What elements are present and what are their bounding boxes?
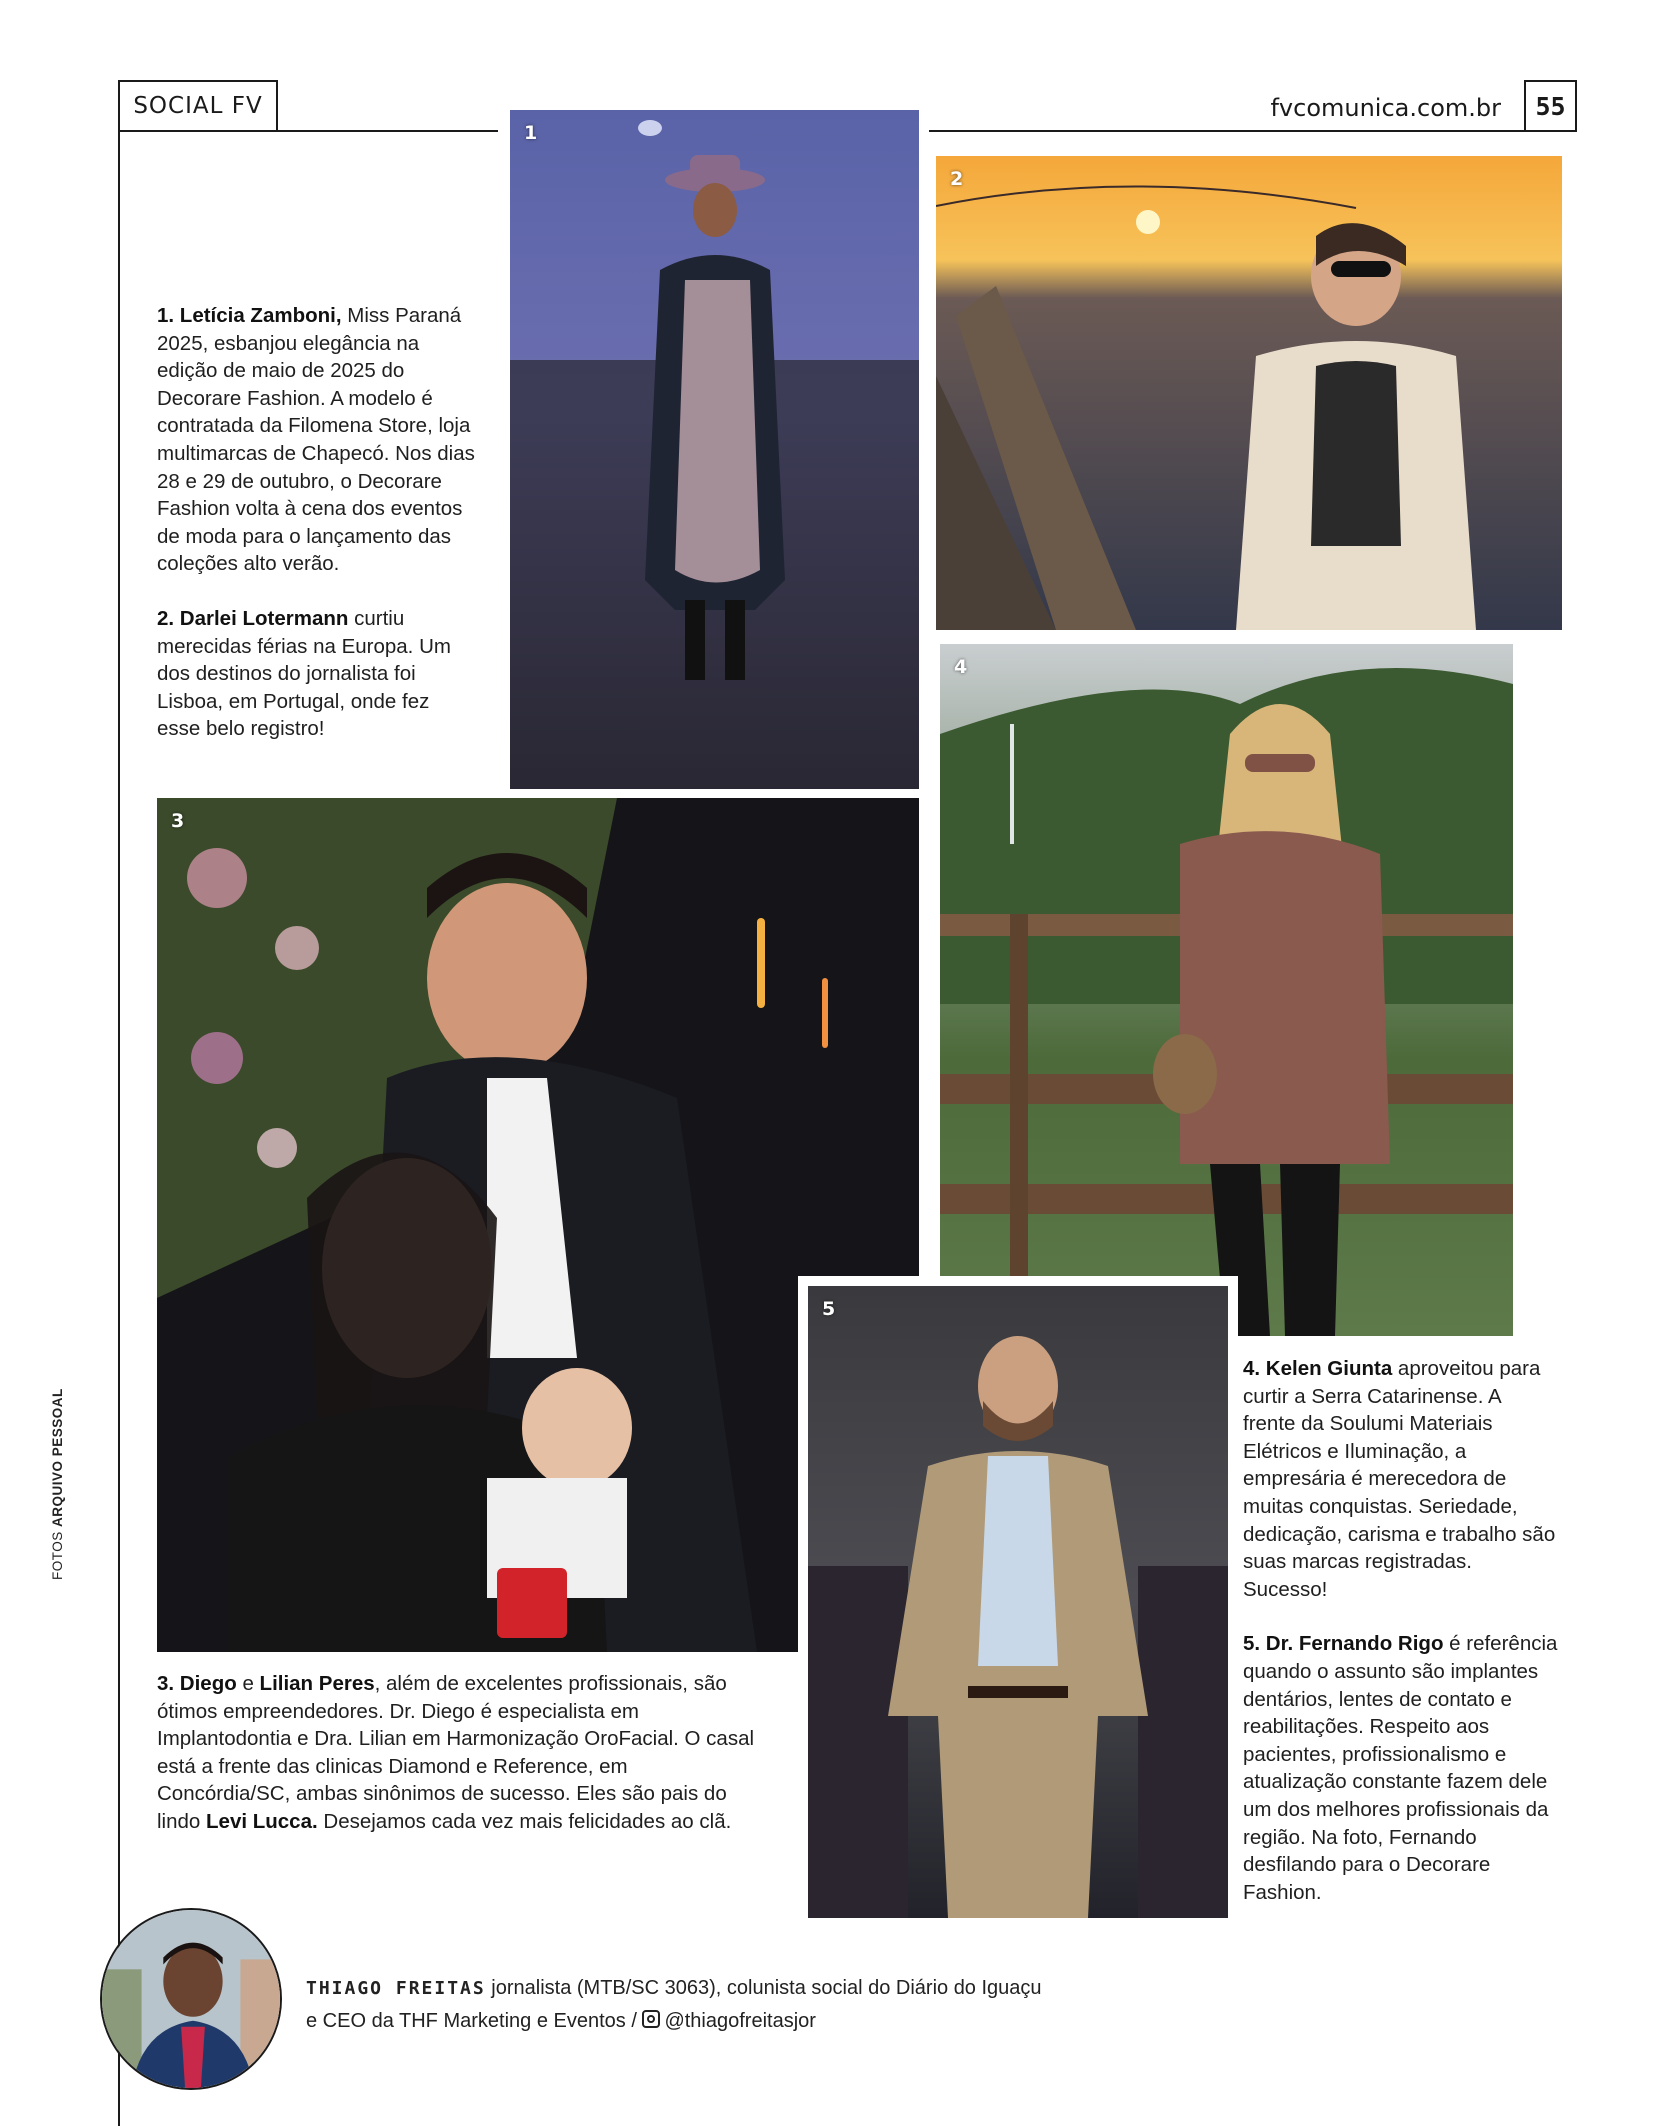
page-number: 55 xyxy=(1524,80,1577,132)
caption-4 xyxy=(1243,1355,1558,1603)
caption-4-name: 4. Kelen Giunta xyxy=(1243,1357,1393,1380)
photo-number: 2 xyxy=(950,168,964,190)
photo-credit-value: ARQUIVO PESSOAL xyxy=(50,1388,65,1527)
author-line-2-text: e CEO da THF Marketing e Eventos / xyxy=(306,2010,643,2032)
caption-1-text: Miss Paraná 2025, esbanjou elegância na edição de maio de 2025 do Decorare Fashion. A modelo é contratada da Filomena Store, loja multimarcas de Chapecó. Nos dias 28 e 29 de outubro, o Decorare Fashion volta à cena dos eventos de moda para o lançamento das coleções alto verão. xyxy=(157,304,475,576)
header-rule-left xyxy=(118,130,498,132)
caption-1 xyxy=(157,302,477,578)
caption-3-child: Levi Lucca. xyxy=(206,1809,318,1833)
author-avatar xyxy=(100,1908,282,2090)
site-url: fvcomunica.com.br xyxy=(1270,94,1501,122)
caption-5-text: é referência quando o assunto são implantes dentários, lentes de contato e reabilitações. Respeito aos pacientes, profissionalismo e atualização constante fazem dele um dos melhores profissionais da região. Na foto, Fernando desfilando para o Decorare Fashion. xyxy=(1243,1632,1558,1904)
photo-number: 5 xyxy=(822,1298,836,1320)
section-label xyxy=(118,80,278,130)
instagram-icon xyxy=(642,2010,660,2028)
author-line-2 xyxy=(306,2005,1106,2038)
photo-5-image xyxy=(808,1286,1228,1918)
header-rule-right xyxy=(925,130,1525,132)
captions-1-2 xyxy=(157,302,477,743)
author-line-1 xyxy=(306,1972,1106,2005)
section-label-text: SOCIAL FV xyxy=(133,93,263,119)
captions-4-5 xyxy=(1243,1355,1558,1906)
caption-2-text: curtiu merecidas férias na Europa. Um dos destinos do jornalista foi Lisboa, em Portugal, onde fez esse belo registro! xyxy=(157,606,451,741)
photo-fernando-rigo xyxy=(798,1276,1238,1928)
photo-leticia-zamboni xyxy=(500,100,929,799)
left-margin-rule xyxy=(118,130,120,2126)
author-name: THIAGO FREITAS xyxy=(306,1978,486,1999)
author-line-1-text: jornalista (MTB/SC 3063), colunista social do Diário do Iguaçu xyxy=(485,1977,1042,1999)
caption-3-end: Desejamos cada vez mais felicidades ao clã. xyxy=(317,1809,732,1833)
caption-3-name-a: 3. Diego xyxy=(157,1672,237,1695)
photo-kelen-giunta xyxy=(940,644,1513,1336)
caption-3 xyxy=(157,1670,757,1836)
photo-number: 3 xyxy=(171,810,185,832)
caption-3-name-b: Lilian Peres xyxy=(259,1672,375,1695)
photo-number: 1 xyxy=(524,122,538,144)
photo-darlei-lotermann xyxy=(936,156,1562,630)
caption-5-name: 5. Dr. Fernando Rigo xyxy=(1243,1632,1444,1656)
caption-3-and: e xyxy=(236,1672,260,1695)
photo-4-image xyxy=(940,644,1513,1336)
caption-1-name: 1. Letícia Zamboni, xyxy=(157,304,342,327)
author-handle[interactable]: @thiagofreitasjor xyxy=(664,2010,816,2032)
photo-credit-prefix: FOTOS xyxy=(50,1531,65,1580)
caption-2-name: 2. Darlei Lotermann xyxy=(157,606,349,630)
photo-credit xyxy=(50,1388,65,1580)
author-bio xyxy=(306,1972,1106,2038)
photo-1-image xyxy=(510,110,919,789)
caption-4-text: aproveitou para curtir a Serra Catarinense. A frente da Soulumi Materiais Elétricos e Iluminação, a empresária é merecedora de muitas conquistas. Seriedade, dedicação, carisma e trabalho são suas marcas registradas. Sucesso! xyxy=(1243,1357,1556,1601)
caption-2 xyxy=(157,605,477,743)
caption-5 xyxy=(1243,1630,1558,1906)
caption-3-text: , além de excelentes profissionais, são ótimos empreendedores. Dr. Diego é especialista em Implantodontia e Dra. Lilian em Harmonização OroFacial. O casal está a frente das clinicas Diamond e Reference, em Concórdia/SC, ambas sinônimos de sucesso. Eles são pais do lindo xyxy=(157,1672,755,1833)
author-photo xyxy=(102,1910,280,2088)
photo-number: 4 xyxy=(954,656,968,678)
photo-2-image xyxy=(936,156,1562,630)
